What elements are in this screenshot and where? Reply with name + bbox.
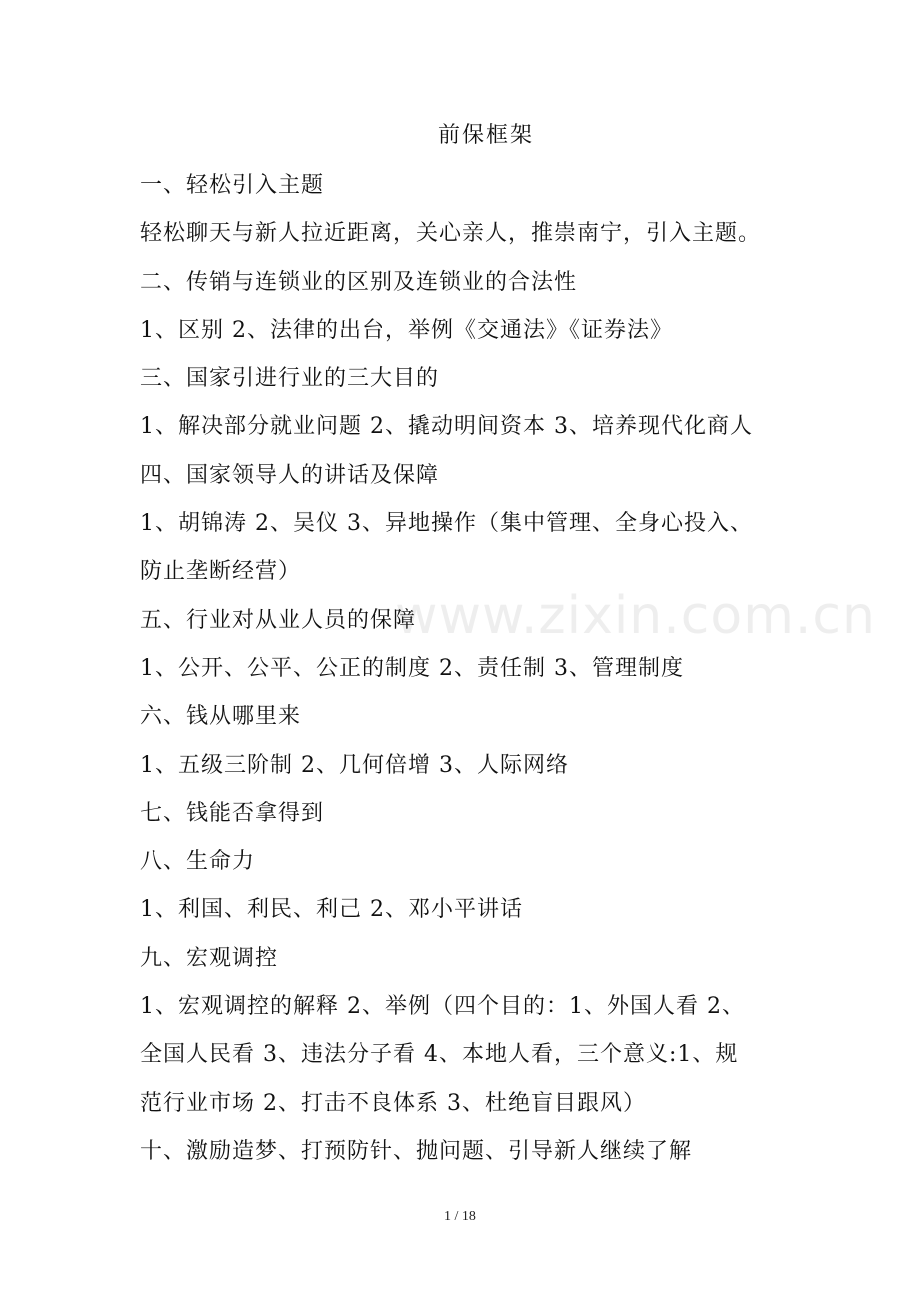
body-line: 二、传销与连锁业的区别及连锁业的合法性 [140,269,578,295]
body-line: 1、宏观调控的解释 2、举例（四个目的：1、外国人看 2、 [140,994,745,1020]
body-line: 四、国家领导人的讲话及保障 [140,462,440,488]
body-line: 1、公开、公平、公正的制度 2、责任制 3、管理制度 [140,655,684,681]
body-line: 十、激励造梦、打预防针、抛问题、引导新人继续了解 [140,1138,693,1164]
page-number: 1 / 18 [444,1209,476,1224]
body-line: 1、解决部分就业问题 2、撬动明间资本 3、培养现代化商人 [140,414,753,440]
document-body [140,162,805,1176]
body-line: 八、生命力 [140,849,256,875]
body-line: 一、轻松引入主题 [140,173,325,198]
body-line: 轻松聊天与新人拉近距离，关心亲人，推崇南宁，引入主题。 [140,221,762,247]
body-line: 范行业市场 2、打击不良体系 3、杜绝盲目跟风） [140,1090,646,1116]
body-line: 三、国家引进行业的三大目的 [140,366,440,392]
body-line: 1、利国、利民、利己 2、邓小平讲话 [140,897,523,923]
body-line: 全国人民看 3、违法分子看 4、本地人看，三个意义:1、规 [140,1042,739,1068]
document-title: 前保框架 [437,123,534,148]
body-line: 防止垄断经营） [140,559,302,585]
body-line: 七、钱能否拿得到 [140,800,325,826]
body-line: 1、五级三阶制 2、几何倍增 3、人际网络 [140,752,569,778]
body-line: 1、区别 2、法律的出台，举例《交通法》《证券法》 [140,317,673,343]
body-line: 六、钱从哪里来 [140,704,302,730]
body-line: 1、胡锦涛 2、吴仪 3、异地操作（集中管理、全身心投入、 [140,511,753,537]
body-line: 九、宏观调控 [140,945,279,971]
watermark: www.zixin.com.cn [395,586,876,646]
body-line: 五、行业对从业人员的保障 [140,607,417,633]
